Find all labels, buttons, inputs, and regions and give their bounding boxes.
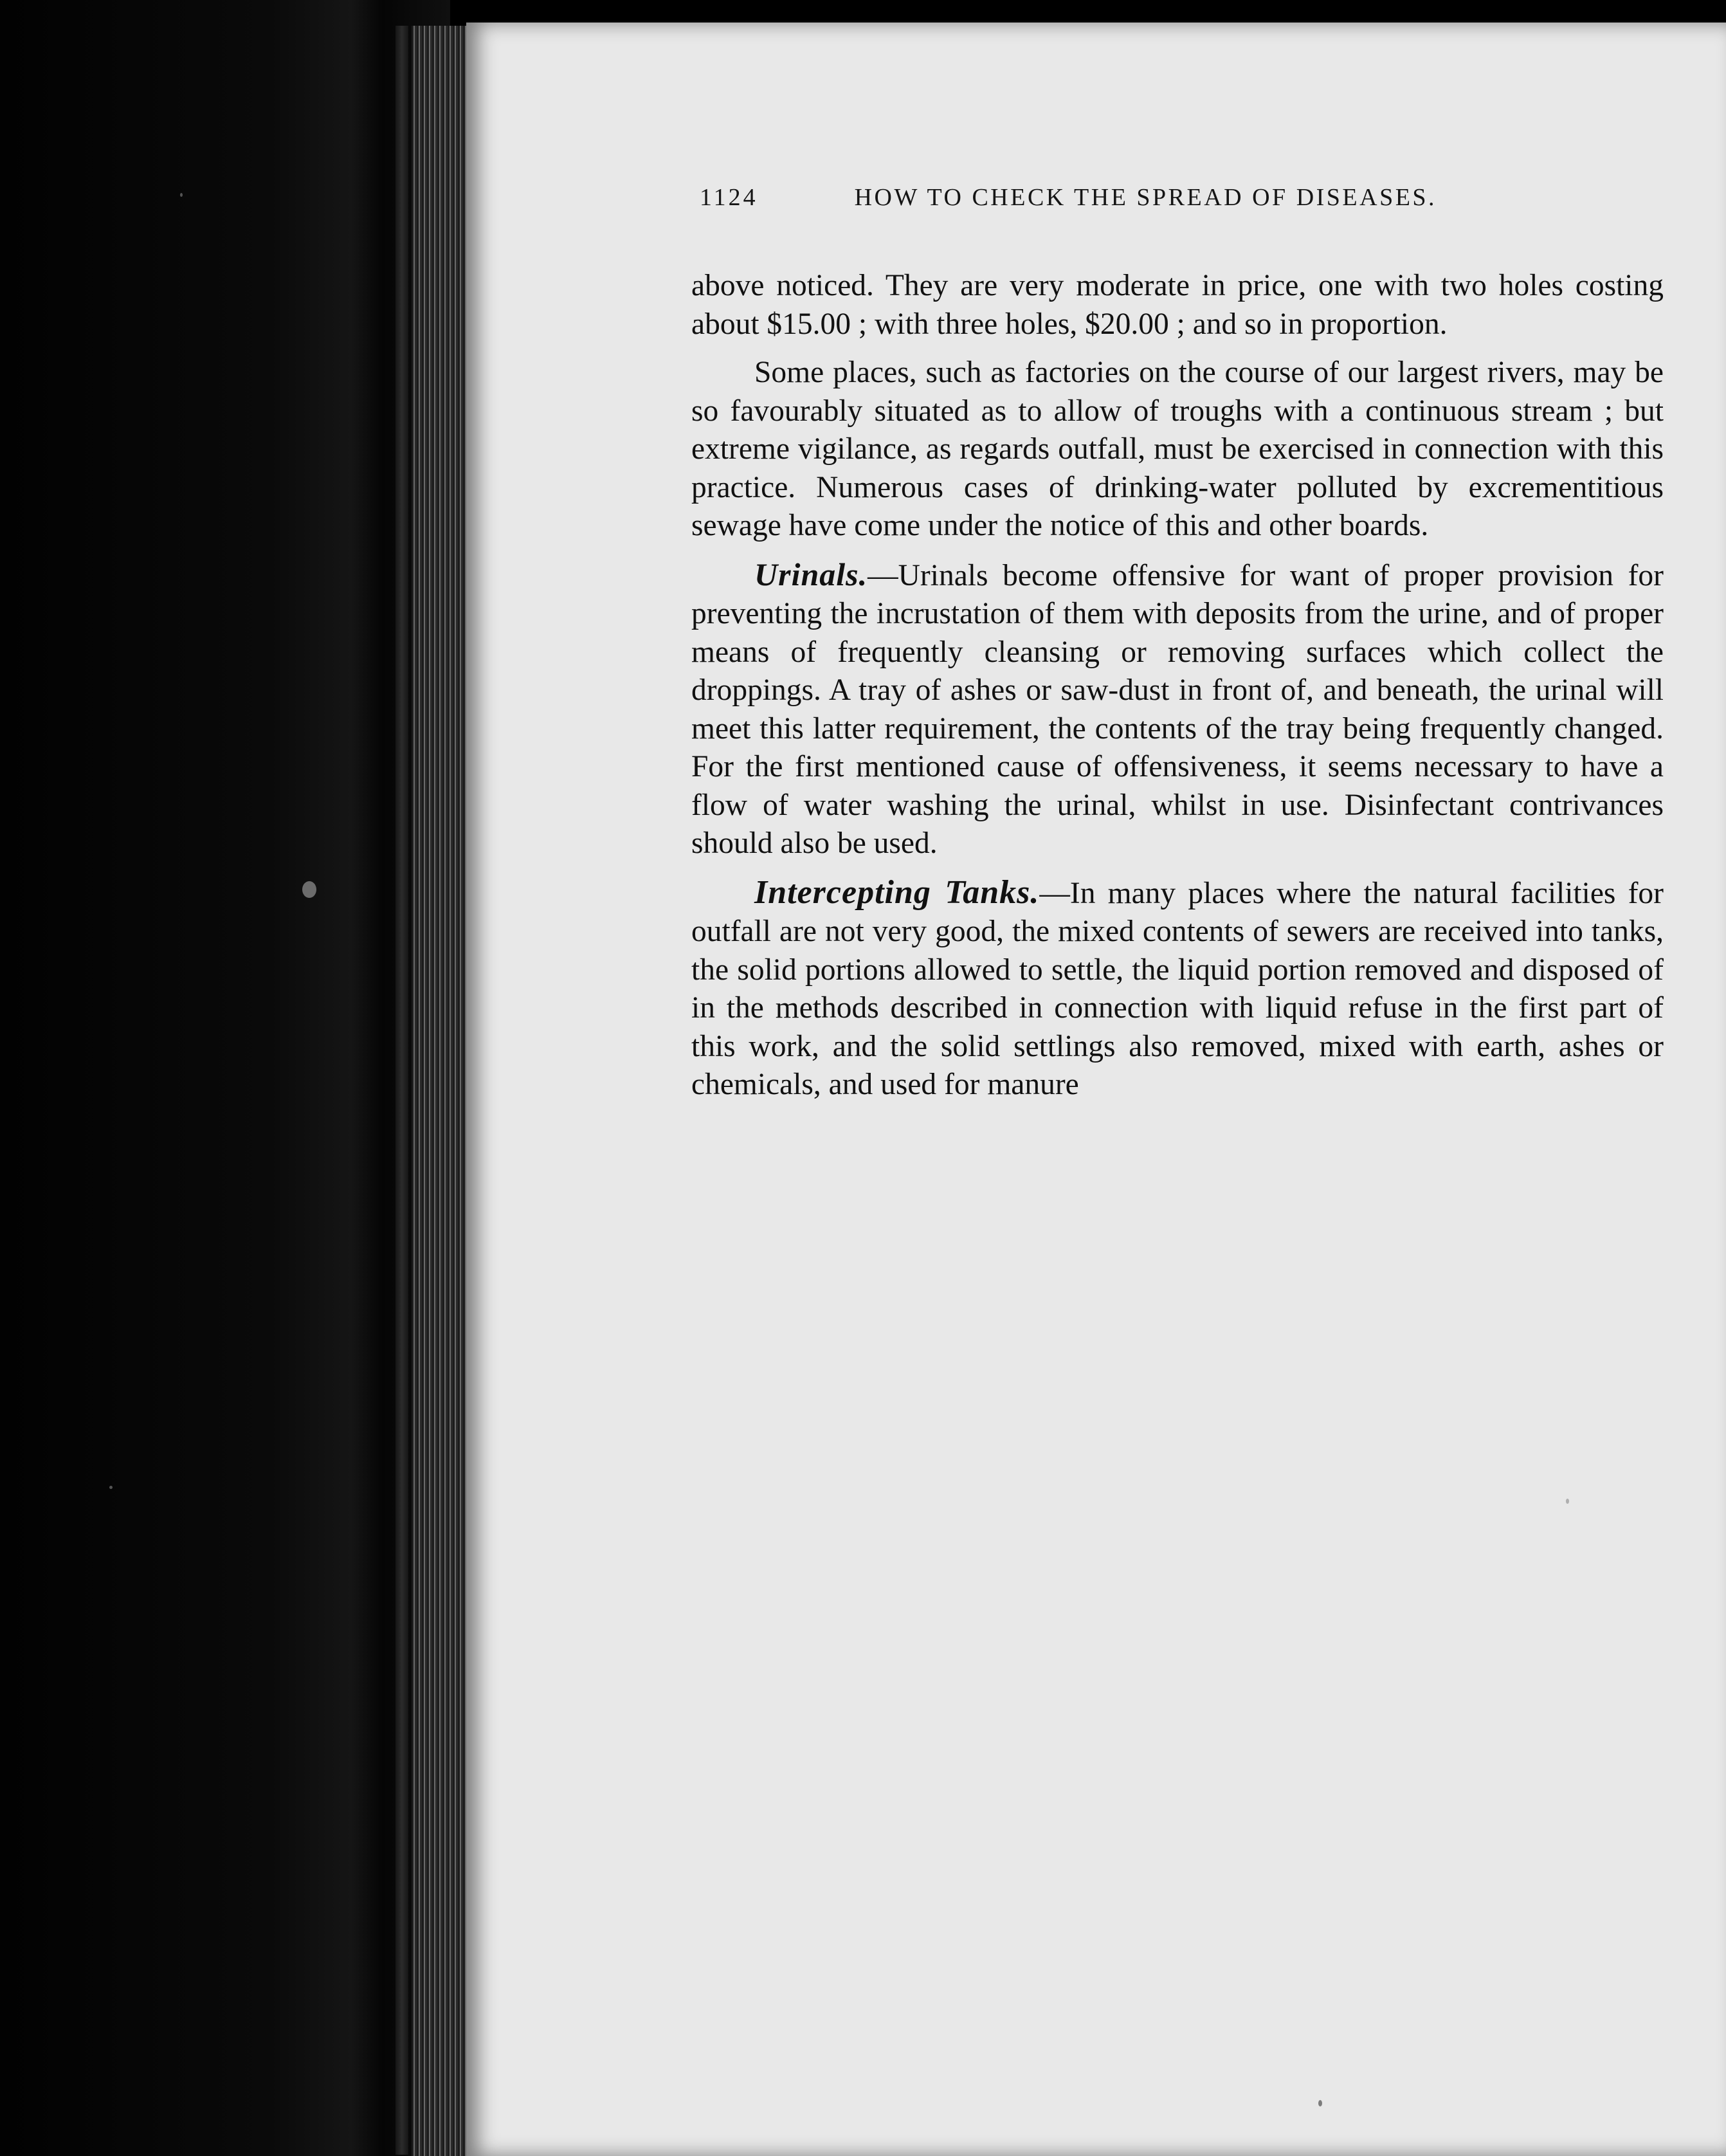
cover-edge — [395, 26, 408, 2155]
urinals-text: —Urinals become offensive for want of proper provision for preventing the incrustation of them with deposits from the urine, and of proper means of frequently cleansing or removing surfaces which collect the droppings. A tray of ashes or saw-dust in front of, and beneath, the urinal will meet this latter requirement, the contents of the tray being frequently changed. For the first mentioned cause of offensiveness, it seems necessary to have a flow of water washing the urinal, whilst in use. Disinfectant contrivances should also be used. — [691, 558, 1664, 860]
paragraph-urinals — [691, 556, 1664, 863]
scan-speck — [180, 193, 183, 197]
scan-speck — [1566, 1499, 1569, 1504]
paragraph-intercepting-tanks — [691, 873, 1664, 1104]
running-head-title: HOW TO CHECK THE SPREAD OF DISEASES. — [854, 184, 1437, 211]
paragraph-continuation: above noticed. They are very moderate in price, one with two holes costing about $15.00 ; with three holes, $20.00 ; and so in proportion. — [691, 269, 1664, 341]
scan-speck — [302, 881, 316, 898]
intercepting-tanks-heading: Intercepting Tanks. — [754, 873, 1040, 911]
body-text — [691, 267, 1664, 1115]
scan-speck — [1318, 2100, 1322, 2106]
page-number: 1124 — [700, 184, 758, 211]
book-cover-binding — [0, 0, 450, 2156]
paragraph-factories: Some places, such as factories on the course of our largest rivers, may be so favourably situated as to allow of troughs with a continuous stream ; but extreme vigilance, as regards outfall, must be exercised in connection with this practice. Numerous cases of drinking-water polluted by excrementitious sewage have come under the notice of this and other boards. — [691, 356, 1664, 542]
scan-speck — [109, 1486, 113, 1489]
intercepting-tanks-text: —In many places where the natural facilities for outfall are not very good, the mixed contents of sewers are received into tanks, the solid portions allowed to settle, the liquid portion removed and disposed of in the methods described in connection with liquid refuse in the first part of this work, and the solid settlings also removed, mixed with earth, ashes or chemicals, and used for manure — [691, 876, 1664, 1101]
running-head — [700, 183, 1509, 212]
urinals-heading: Urinals. — [754, 556, 868, 592]
page-gutter — [412, 26, 469, 2156]
